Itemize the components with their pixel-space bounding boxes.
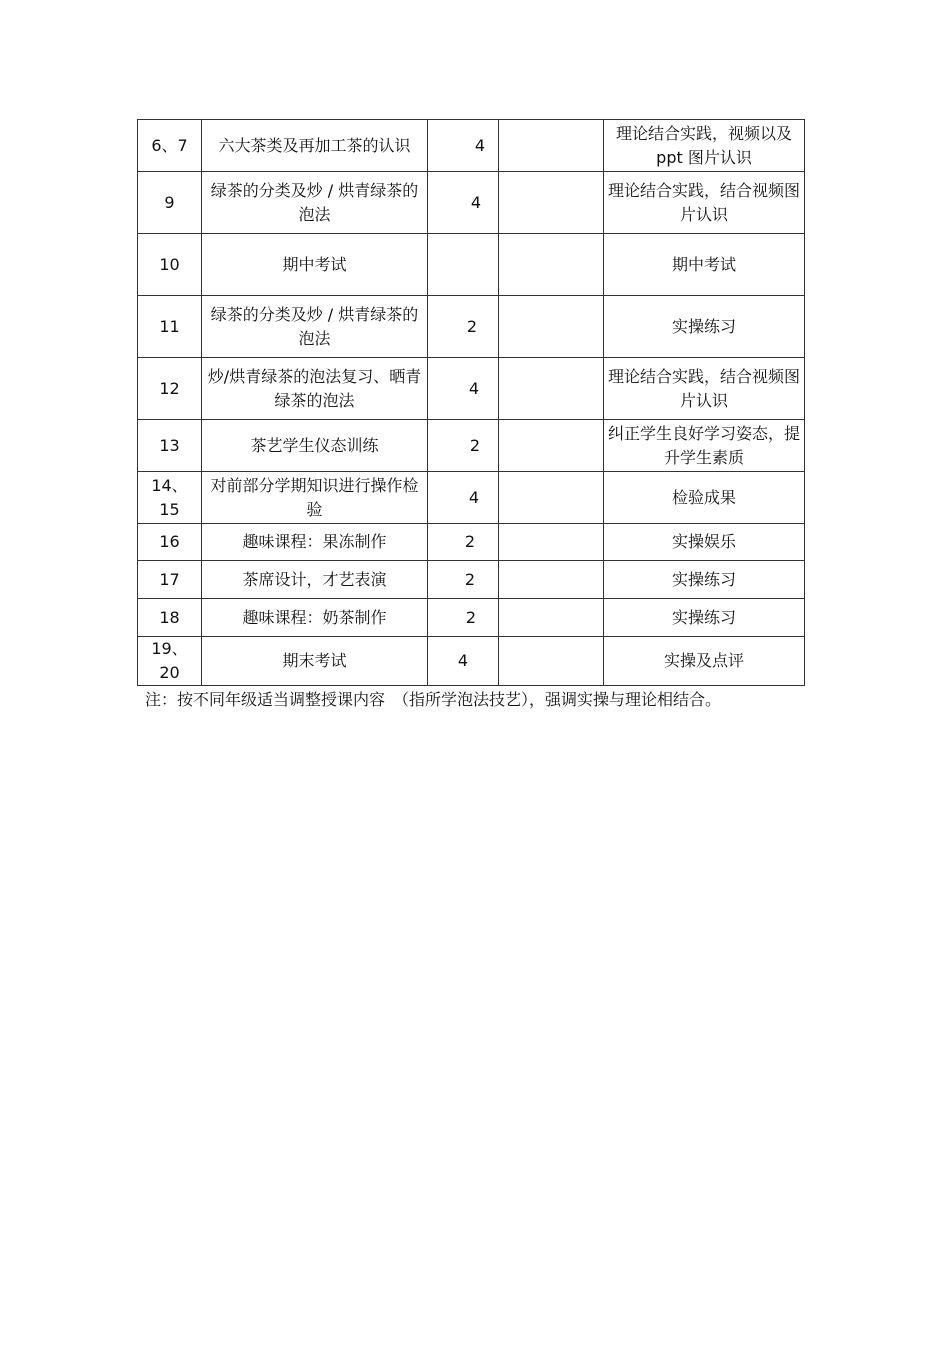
content-cell: 趣味课程：果冻制作 (202, 524, 428, 561)
blank-cell (499, 599, 604, 637)
blank-cell (499, 561, 604, 599)
content-cell: 对前部分学期知识进行操作检验 (202, 472, 428, 524)
hours-value: 2 (465, 607, 477, 627)
week-cell: 11 (138, 296, 202, 358)
content-cell: 茶席设计，才艺表演 (202, 561, 428, 599)
week-cell: 10 (138, 234, 202, 296)
method-cell: 理论结合实践，结合视频图片认识 (604, 172, 805, 234)
blank-cell (499, 120, 604, 172)
week-cell: 19、20 (138, 637, 202, 686)
table-row (138, 120, 805, 172)
hours-value: 4 (474, 135, 486, 155)
week-cell: 14、15 (138, 472, 202, 524)
schedule-table-body (138, 120, 805, 686)
hours-cell (428, 599, 499, 637)
week-cell: 18 (138, 599, 202, 637)
hours-cell (428, 234, 499, 296)
method-cell: 纠正学生良好学习姿态，提升学生素质 (604, 420, 805, 472)
week-cell: 16 (138, 524, 202, 561)
blank-cell (499, 637, 604, 686)
blank-cell (499, 472, 604, 524)
content-cell: 六大茶类及再加工茶的认识 (202, 120, 428, 172)
table-row (138, 358, 805, 420)
method-cell: 检验成果 (604, 472, 805, 524)
footnote: 注：按不同年级适当调整授课内容 （指所学泡法技艺），强调实操与理论相结合。 (145, 690, 722, 709)
table-row (138, 420, 805, 472)
table-row (138, 561, 805, 599)
table-row (138, 296, 805, 358)
blank-cell (499, 420, 604, 472)
method-cell: 实操及点评 (604, 637, 805, 686)
week-cell: 17 (138, 561, 202, 599)
hours-cell (428, 637, 499, 686)
table-row (138, 172, 805, 234)
hours-value: 2 (464, 532, 476, 551)
hours-cell (428, 120, 499, 172)
week-cell: 9 (138, 172, 202, 234)
content-cell: 茶艺学生仪态训练 (202, 420, 428, 472)
table-row (138, 234, 805, 296)
blank-cell (499, 296, 604, 358)
content-cell: 绿茶的分类及炒 / 烘青绿茶的泡法 (202, 296, 428, 358)
hours-value: 4 (457, 651, 469, 670)
blank-cell (499, 172, 604, 234)
method-cell: 期中考试 (604, 234, 805, 296)
hours-value: 2 (464, 569, 476, 589)
table-row (138, 637, 805, 686)
hours-value: 2 (469, 435, 481, 455)
content-cell: 趣味课程：奶茶制作 (202, 599, 428, 637)
hours-cell (428, 296, 499, 358)
hours-cell (428, 172, 499, 234)
blank-cell (499, 234, 604, 296)
hours-cell (428, 561, 499, 599)
hours-cell (428, 472, 499, 524)
hours-value: 2 (466, 316, 478, 336)
table-row (138, 524, 805, 561)
method-cell: 实操练习 (604, 296, 805, 358)
week-cell: 12 (138, 358, 202, 420)
content-cell: 炒/烘青绿茶的泡法复习、晒青绿茶的泡法 (202, 358, 428, 420)
method-cell: 理论结合实践，结合视频图片认识 (604, 358, 805, 420)
blank-cell (499, 524, 604, 561)
hours-cell (428, 420, 499, 472)
method-cell: 实操娱乐 (604, 524, 805, 561)
method-cell: 实操练习 (604, 561, 805, 599)
hours-value: 4 (468, 378, 480, 398)
method-cell: 理论结合实践，视频以及 ppt 图片认识 (604, 120, 805, 172)
hours-cell (428, 358, 499, 420)
content-cell: 期中考试 (202, 234, 428, 296)
content-cell: 绿茶的分类及炒 / 烘青绿茶的泡法 (202, 172, 428, 234)
week-cell: 6、7 (138, 120, 202, 172)
hours-value: 4 (470, 192, 482, 212)
hours-cell (428, 524, 499, 561)
content-cell: 期末考试 (202, 637, 428, 686)
method-cell: 实操练习 (604, 599, 805, 637)
blank-cell (499, 358, 604, 420)
table-row (138, 599, 805, 637)
hours-value: 4 (468, 487, 480, 507)
week-cell: 13 (138, 420, 202, 472)
schedule-table (137, 119, 805, 686)
table-row (138, 472, 805, 524)
